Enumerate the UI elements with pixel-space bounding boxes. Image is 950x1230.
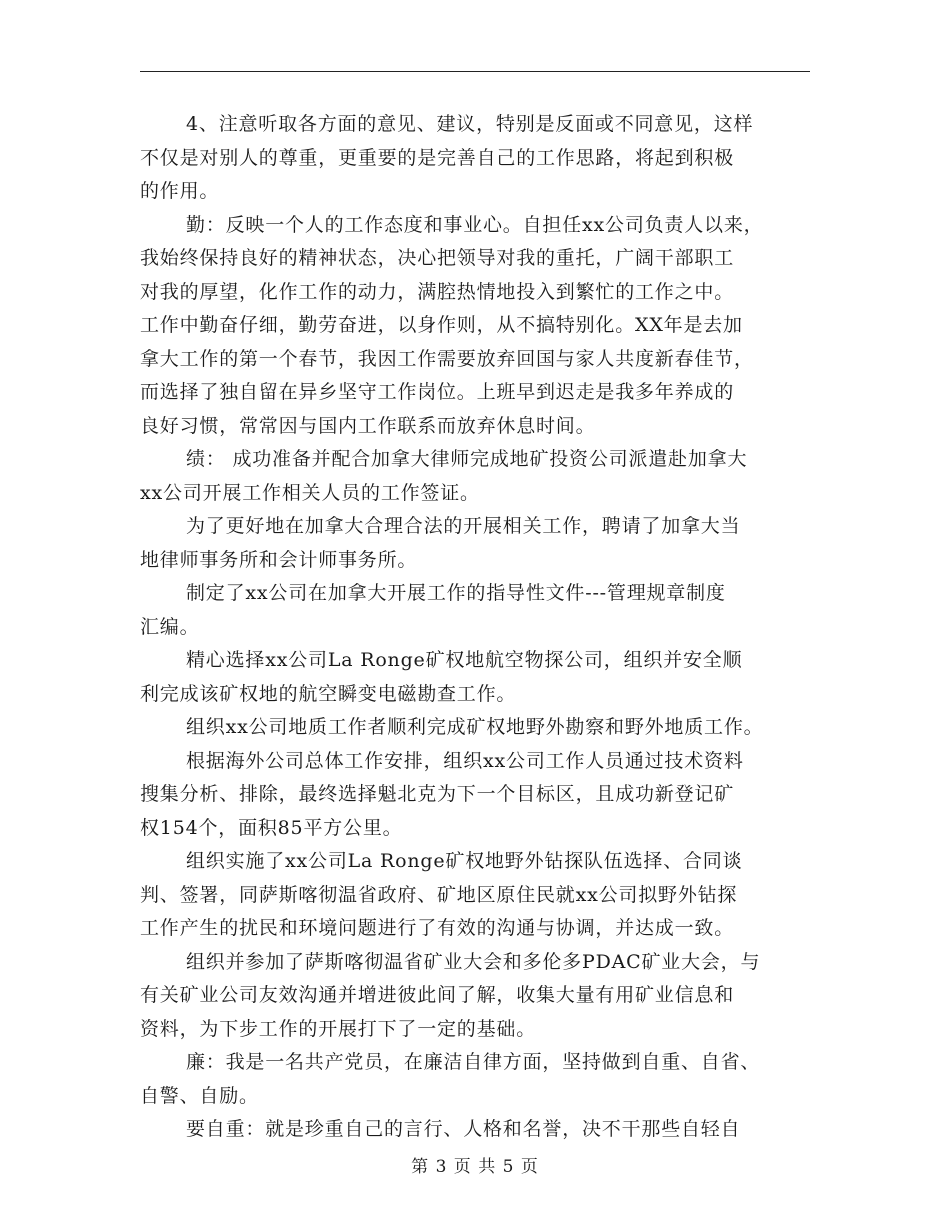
text-line: 有关矿业公司友效沟通并增进彼此间了解，收集大量有用矿业信息和 <box>140 984 735 1006</box>
text-line: 组织xx公司地质工作者顺利完成矿权地野外勘察和野外地质工作。 <box>186 716 764 738</box>
text-line: 汇编。 <box>140 615 200 638</box>
text-line: 为了更好地在加拿大合理合法的开展相关工作，聘请了加拿大当 <box>186 515 741 537</box>
text-line: 而选择了独自留在异乡坚守工作岗位。上班早到迟走是我多年养成的 <box>140 381 735 403</box>
text-line: 地律师事务所和会计师事务所。 <box>140 548 418 571</box>
text-line: 制定了xx公司在加拿大开展工作的指导性文件---管理规章制度 <box>186 582 726 604</box>
text-line: 根据海外公司总体工作安排，组织xx公司工作人员通过技术资料 <box>186 749 744 772</box>
text-line: 自警、自励。 <box>140 1084 259 1107</box>
text-line: 精心选择xx公司La Ronge矿权地航空物探公司，组织并安全顺 <box>186 649 743 671</box>
text-line: 廉：我是一名共产党员，在廉洁自律方面，坚持做到自重、自省、 <box>186 1051 761 1073</box>
text-line: 资料，为下步工作的开展打下了一定的基础。 <box>140 1017 537 1040</box>
text-line: 组织实施了xx公司La Ronge矿权地野外钻探队伍选择、合同谈 <box>186 850 743 872</box>
text-line: 勤：反映一个人的工作态度和事业心。自担任xx公司负责人以来， <box>186 213 764 236</box>
document-body <box>140 108 820 1147</box>
text-line: 不仅是对别人的尊重，更重要的是完善自己的工作思路，将起到积极 <box>140 146 735 169</box>
text-line: 良好习惯，常常因与国内工作联系而放弃休息时间。 <box>140 414 596 437</box>
text-line: 拿大工作的第一个春节，我因工作需要放弃回国与家人共度新春佳节， <box>140 347 754 370</box>
text-line: 对我的厚望，化作工作的动力，满腔热情地投入到繁忙的工作之中。 <box>140 280 735 303</box>
text-line: 我始终保持良好的精神状态，决心把领导对我的重托，广阔干部职工 <box>140 247 735 269</box>
text-line: 绩： 成功准备并配合加拿大律师完成地矿投资公司派遣赴加拿大 <box>186 448 748 470</box>
text-line: 判、签署，同萨斯喀彻温省政府、矿地区原住民就xx公司拟野外钻探 <box>140 883 738 906</box>
text-line: 工作中勤奋仔细，勤劳奋进，以身作则，从不搞特别化。XX年是去加 <box>140 314 743 336</box>
text-line: 的作用。 <box>140 180 220 202</box>
text-line: 搜集分析、排除，最终选择魁北克为下一个目标区，且成功新登记矿 <box>140 783 735 805</box>
text-line: 4、注意听取各方面的意见、建议，特别是反面或不同意见，这样 <box>186 113 754 135</box>
text-line: 组织并参加了萨斯喀彻温省矿业大会和多伦多PDAC矿业大会，与 <box>186 950 761 973</box>
text-line: 要自重：就是珍重自己的言行、人格和名誉，决不干那些自轻自 <box>186 1118 741 1140</box>
text-line: xx公司开展工作相关人员的工作签证。 <box>140 481 480 504</box>
text-line: 利完成该矿权地的航空瞬变电磁勘查工作。 <box>140 682 517 705</box>
page-number-footer: 第 3 页 共 5 页 <box>411 1157 539 1177</box>
text-line: 工作产生的扰民和环境问题进行了有效的沟通与协调，并达成一致。 <box>140 917 735 939</box>
header-rule <box>140 71 810 72</box>
text-line: 权154个，面积85平方公里。 <box>140 816 403 839</box>
